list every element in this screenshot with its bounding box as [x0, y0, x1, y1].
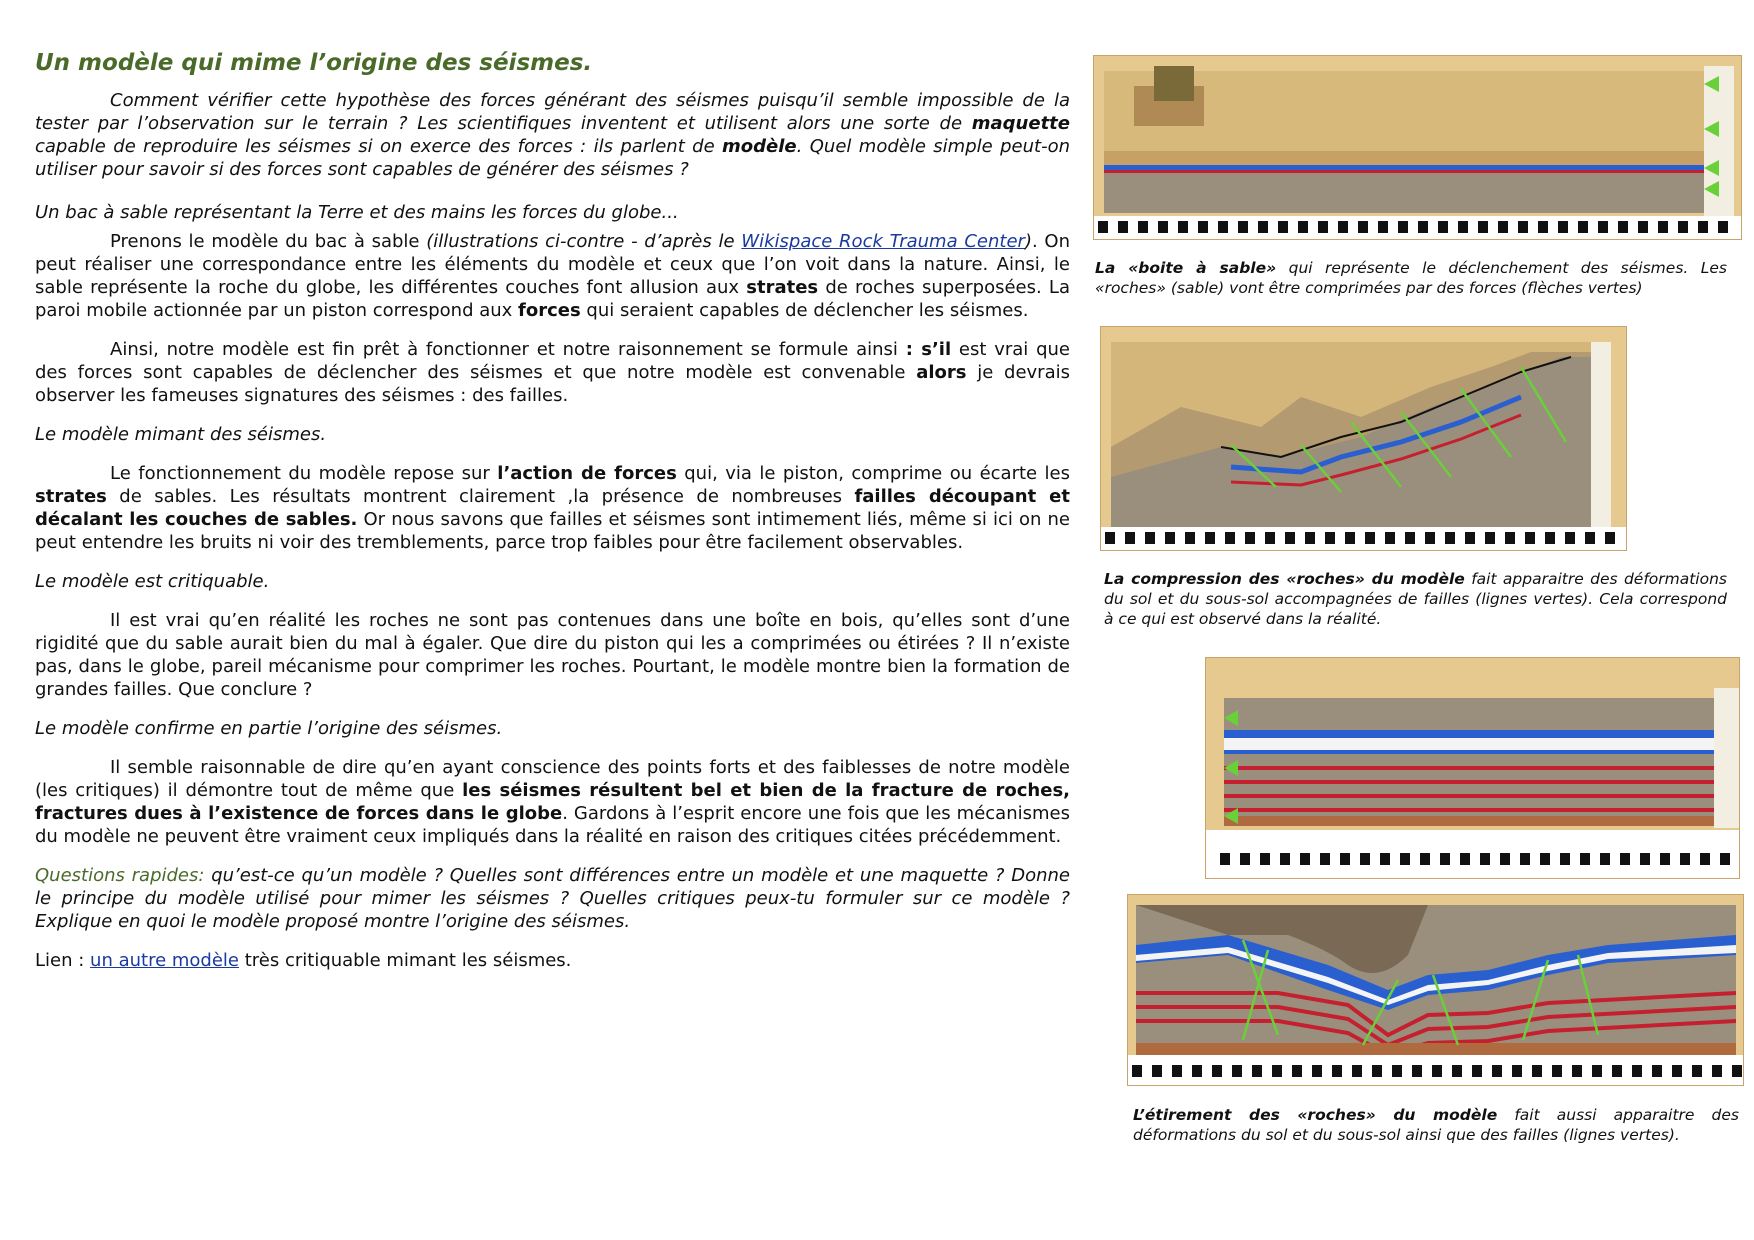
layers-photo [1205, 657, 1740, 879]
wikispace-link[interactable]: Wikispace Rock Trauma Center [741, 231, 1025, 252]
page-title: Un modèle qui mime l’origine des séismes. [35, 50, 593, 76]
link-paragraph: Lien : un autre modèle très critiquable mimant les séismes. [35, 950, 572, 971]
intro-paragraph: Comment vérifier cette hypothèse des forces générant des séismes puisqu’il semble impossible de la tester par l’observation sur le terrain ? Les scientifiques inventent et utilisent alors une sorte de maquette capable de reproduire les séismes si on exerce des forces : ils parlent de modèle. Quel modèle simple peut-on utiliser pour savoir si des forces sont capables de générer des séismes ? [35, 90, 1070, 180]
compression-photo [1100, 326, 1627, 551]
caption-sandbox: La «boite à sable» qui représente le déclenchement des séismes. Les «roches» (sable) vont être comprimées par des forces (flèches vertes) [1095, 259, 1727, 297]
caption-extension: L’étirement des «roches» du modèle fait aussi apparaitre des déformations du sol et du sous-sol ainsi que des failles (lignes vertes). [1133, 1106, 1739, 1144]
heading-sandbox: Un bac à sable représentant la Terre et des mains les forces du globe... [35, 202, 679, 223]
sandbox-paragraph: Prenons le modèle du bac à sable (illustrations ci-contre - d’après le Wikispace Rock Trauma Center). On peut réaliser une correspondance entre les éléments du modèle et ceux que l’on voit dans la nature. Ainsi, le sable représente la roche du globe, les différentes couches font allusion aux strates de roches superposées. La paroi mobile actionnée par un piston correspond aux forces qui seraient capables de déclencher les séismes. [35, 231, 1070, 321]
extension-photo [1127, 894, 1744, 1086]
questions-paragraph: Questions rapides: qu’est-ce qu’un modèle ? Quelles sont différences entre un modèle et une maquette ? Donne le principe du modèle utilisé pour mimer les séismes ? Quelles critiques peux-tu formuler sur ce modèle ? Explique en quoi le modèle proposé montre l’origine des séismes. [35, 865, 1070, 932]
critic-paragraph: Il est vrai qu’en réalité les roches ne sont pas contenues dans une boîte en bois, qu’elles sont d’une rigidité que du sable aurait bien du mal à égaler. Que dire du piston qui les a comprimées ou étirées ? Il n’existe pas, dans le globe, pareil mécanisme pour comprimer les roches. Pourtant, le modèle montre bien la formation de grandes failles. Que conclure ? [35, 610, 1070, 700]
main-text-column [35, 52, 1070, 988]
other-model-link[interactable]: un autre modèle [90, 950, 239, 971]
questions-label: Questions rapides: [35, 865, 205, 886]
heading-confirm: Le modèle confirme en partie l’origine des séismes. [35, 718, 503, 739]
heading-mimic: Le modèle mimant des séismes. [35, 424, 327, 445]
sandbox-photo [1093, 55, 1742, 240]
caption-compression: La compression des «roches» du modèle fait apparaitre des déformations du sol et du sous-sol accompagnées de failles (lignes vertes). Cela correspond à ce qui est observé dans la réalité. [1104, 570, 1727, 628]
heading-critic: Le modèle est critiquable. [35, 571, 270, 592]
mimic-paragraph: Le fonctionnement du modèle repose sur l’action de forces qui, via le piston, comprime ou écarte les strates de sables. Les résultats montrent clairement ,la présence de nombreuses failles découpant et décalant les couches de sables. Or nous savons que failles et séismes sont intimement liés, même si ici on ne peut entendre les bruits ni voir des tremblements, parce trop faibles pour être facilement observables. [35, 463, 1070, 553]
confirm-paragraph: Il semble raisonnable de dire qu’en ayant conscience des points forts et des faiblesses de notre modèle (les critiques) il démontre tout de même que les séismes résultent bel et bien de la fracture de roches, fractures dues à l’existence de forces dans le globe. Gardons à l’esprit encore une fois que les mécanismes du modèle ne peuvent être vraiment ceux impliqués dans la réalité en raison des critiques citées précédemment. [35, 757, 1070, 847]
reasoning-paragraph: Ainsi, notre modèle est fin prêt à fonctionner et notre raisonnement se formule ainsi : s’il est vrai que des forces sont capables de déclencher des séismes et que notre modèle est convenable alors je devrais observer les fameuses signatures des séismes : des failles. [35, 339, 1071, 406]
